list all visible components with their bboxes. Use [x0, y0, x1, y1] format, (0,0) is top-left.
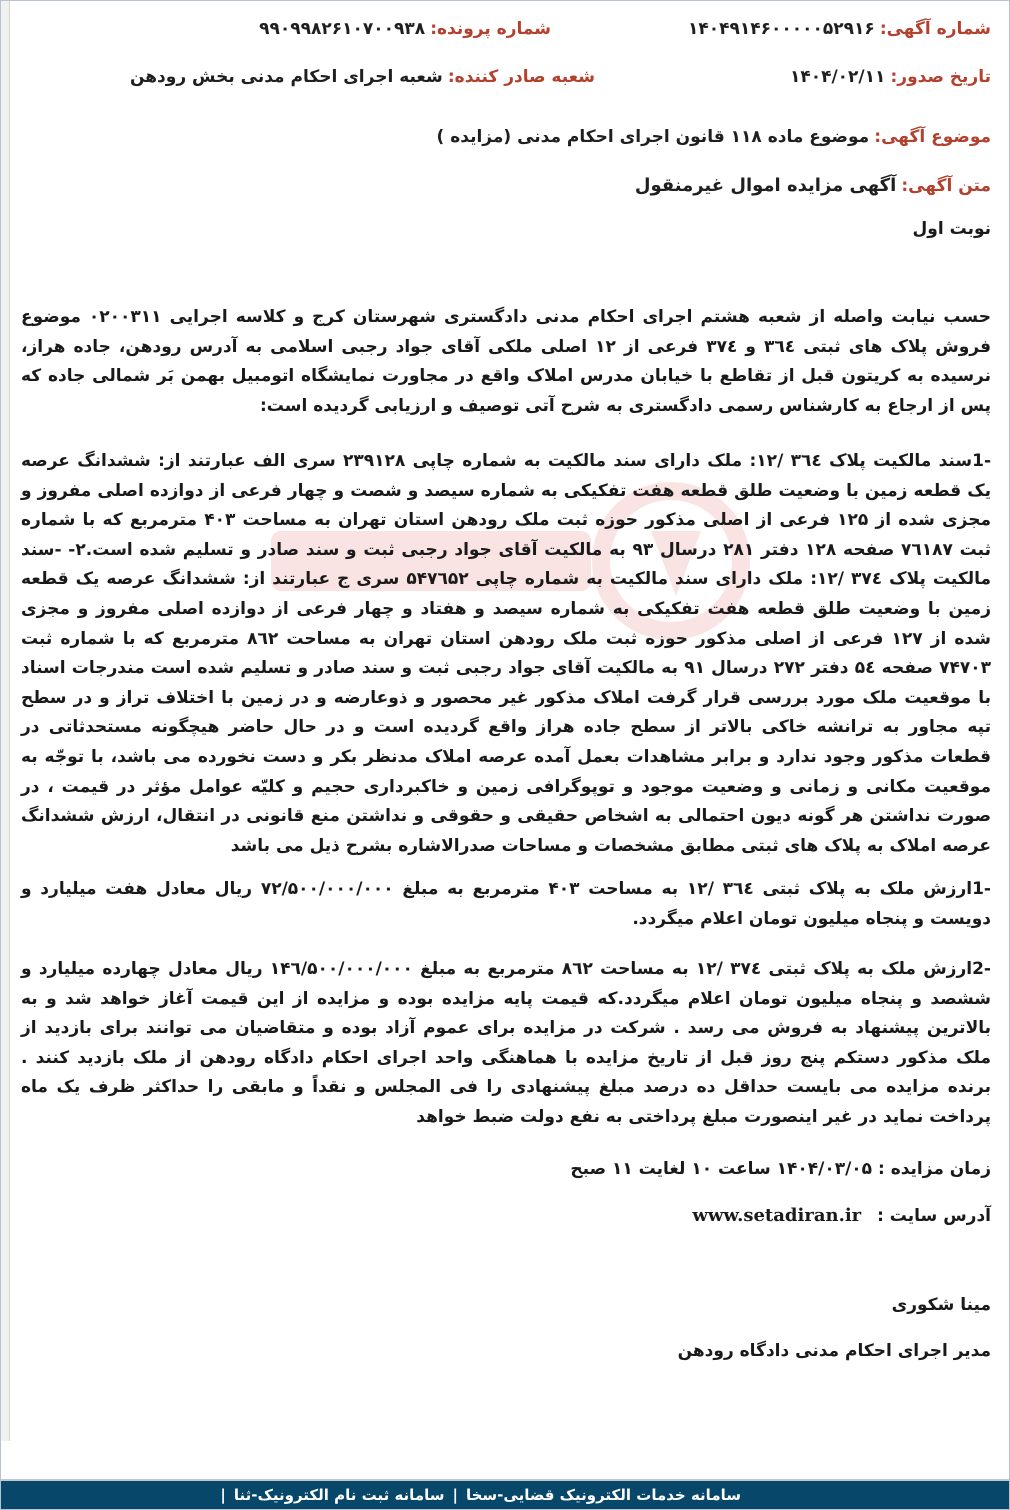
text-title-value: آگهی مزایده اموال غیرمنقول — [634, 175, 897, 196]
intro-paragraph: حسب نیابت واصله از شعبه هشتم اجرای احکام مدنی دادگستری شهرستان کرج و کلاسه اجرایی ۰۲۰۰۳۱۱ موضوع فروش پلاک های ثبتی ۳٦٤ و ۳۷٤ فرعی از ۱۲ اصلی ملکی آقای جواد رجبی اسلامی به آدرس رودهن، جاده هراز، نرسیده به کریتون قبل از تقاطع با خیابان مدرس املاک واقع در مجاورت نمایشگاه اتومبیل بهمن بَر شمالی جاده که پس از ارجاع به کارشناس رسمی دادگستری به شرح آتی توصیف و ارزیابی گردیده است: — [21, 307, 991, 416]
case-number-row — [259, 19, 551, 39]
deeds-paragraph: -1سند مالکیت پلاک ۳٦٤ /۱۲: ملک دارای سند مالکیت به شماره چاپی ۲۳۹۱۲۸ سری الف عبارتند از: ششدانگ عرصه یک قطعه زمین با وضعیت طلق قطعه هفت تفکیکی به شماره سیصد و شصت و چهار فرعی از دوازده اصلی مفروز و مجزی شده از ۱۲۵ فرعی از اصلی مذکور حوزه ثبت ملک رودهن استان تهران به مساحت ۴۰۳ مترمربع که با شماره ثبت ۷٦۱۸۷ صفحه ۱۲۸ دفتر ۲۸۱ درسال ۹۳ به مالکیت آقای جواد رجبی ثبت و سند صادر و تسلیم شده است.۲- -سند مالکیت پلاک ۳۷٤ /۱۲: ملک دارای سند مالکیت به شماره چاپی ۵۴۷٦۵۲ سری ج عبارتند از: ششدانگ عرصه یک قطعه زمین با وضعیت طلق قطعه هفت تفکیکی به شماره سیصد و هفتاد و چهار فرعی از دوازده اصلی مفروز و مجزی شده از ۱۲۷ فرعی از اصلی مذکور حوزه ثبت ملک رودهن استان تهران به مساحت ۸٦۲ مترمربع که با شماره ثبت ۷۴۷۰۳ صفحه ۵٤ دفتر ۲۷۲ درسال ۹۱ به مالکیت آقای جواد رجبی ثبت و سند صادر و تسلیم شده است مندرجات اسناد با موقعیت ملک مورد بررسی قرار گرفت املاک مذکور غیر محصور و ذوعارضه و در زمین با اختلاف تراز و در سطح تپه مجاور به ترانشه خاکی بالاتر از سطح جاده هراز واقع گردیده است و در حال حاضر هیچگونه مستحدثاتی در قطعات مذکور وجود ندارد و برابر مشاهدات بعمل آمده عرصه املاک مدنظر بکر و دست نخورده می باشد، با توجّه به موقعیت مکانی و زمانی و وضعیت موجود و توپوگرافی زمین و خاکبرداری حجیم و کلیّه عوامل مؤثر در قیمت ، در صورت نداشتن هر گونه دیون احتمالی به اشخاص حقیقی و حقوقی و نداشتن منع قانونی در انتقال، ارزش ششدانگ عرصه املاک به پلاک های ثبتی مطابق مشخصات و مساحات صدرالاشاره بشرح ذیل می باشد — [21, 451, 991, 856]
footer-separator: | — [452, 1486, 458, 1504]
issuer: شعبه اجرای احکام مدنی بخش رودهن — [129, 67, 443, 87]
value1-paragraph: -1ارزش ملک به پلاک ثبتی ۳٦٤ /۱۲ به مساحت ۴۰۳ مترمربع به مبلغ ۷۲/۵۰۰/۰۰۰/۰۰۰ ریال معادل هفت میلیارد و دویست و پنجاه میلیون تومان اعلام میگردد. — [21, 879, 991, 929]
text-title-label: متن آگهی: — [901, 176, 991, 196]
case-number-label: شماره پرونده: — [430, 19, 551, 39]
value2-paragraph: -2ارزش ملک به پلاک ثبتی ۳۷٤ /۱۲ به مساحت ۸٦۲ مترمربع به مبلغ ۱۴٦/۵۰۰/۰۰۰/۰۰۰ ریال معادل چهارده میلیارد و ششصد و پنجاه میلیون تومان اعلام میگردد.که قیمت پایه مزایده بوده و مزایده از این قیمت آغاز خواهد شد و به بالاترین پیشنهاد به فروش می رسد . شرکت در مزایده برای عموم آزاد بوده و متقاضیان می توانند برای بازدید از ملک مذکور دستکم پنج روز قبل از تاریخ مزایده با هماهنگی واحد اجرای احکام دادگاه رودهن از ملک بازدید کنند . برنده مزایده می بایست حداقل ده درصد مبلغ پیشنهادی را فی المجلس و نقداً و مابقی را حداکثر ظرف یک ماه پرداخت نماید در غیر اینصورت مبلغ پرداختی به نفع دولت ضبط خواهد — [21, 959, 991, 1127]
ad-number: ۱۴۰۴۹۱۴۶۰۰۰۰۰۵۲۹۱۶ — [687, 19, 875, 39]
case-number: ۹۹۰۹۹۸۲۶۱۰۷۰۰۹۳۸ — [259, 19, 426, 39]
footer-link-sakha[interactable]: سامانه خدمات الکترونیک قضایی-سخا — [465, 1486, 741, 1504]
scrollbar[interactable] — [1, 1, 10, 1441]
subject-value: موضوع ماده ۱۱۸ قانون اجرای احکام مدنی (مزایده ) — [436, 127, 870, 147]
signature-title: مدیر اجرای احکام مدنی دادگاه رودهن — [677, 1341, 991, 1361]
subject-label: موضوع آگهی: — [874, 127, 991, 147]
site-label: آدرس سایت : — [877, 1206, 991, 1226]
issue-date-label: تاریخ صدور: — [890, 67, 991, 87]
footer-separator-end: | — [220, 1486, 226, 1504]
footer-spacer — [1, 1441, 1009, 1481]
site-row — [692, 1205, 991, 1226]
issuer-row — [130, 67, 595, 87]
ad-number-label: شماره آگهی: — [879, 19, 991, 39]
issuer-label: شعبه صادر کننده: — [447, 67, 595, 87]
subject-row — [437, 127, 991, 147]
round-label: نوبت اول — [912, 219, 991, 239]
footer-link-sana[interactable]: سامانه ثبت نام الکترونیک-ثنا — [233, 1486, 445, 1504]
issue-date: ۱۴۰۴/۰۲/۱۱ — [789, 67, 886, 87]
auction-time: زمان مزایده : ۱۴۰۴/۰۳/۰۵ ساعت ۱۰ لغایت ۱۱ صبح — [570, 1159, 991, 1179]
issue-date-row — [790, 67, 991, 87]
text-title-row — [635, 175, 991, 196]
footer-bar — [1, 1479, 1009, 1509]
signature-name: مینا شکوری — [891, 1295, 991, 1315]
ad-number-row — [688, 19, 991, 39]
site-url[interactable]: www.setadiran.ir — [692, 1205, 862, 1226]
